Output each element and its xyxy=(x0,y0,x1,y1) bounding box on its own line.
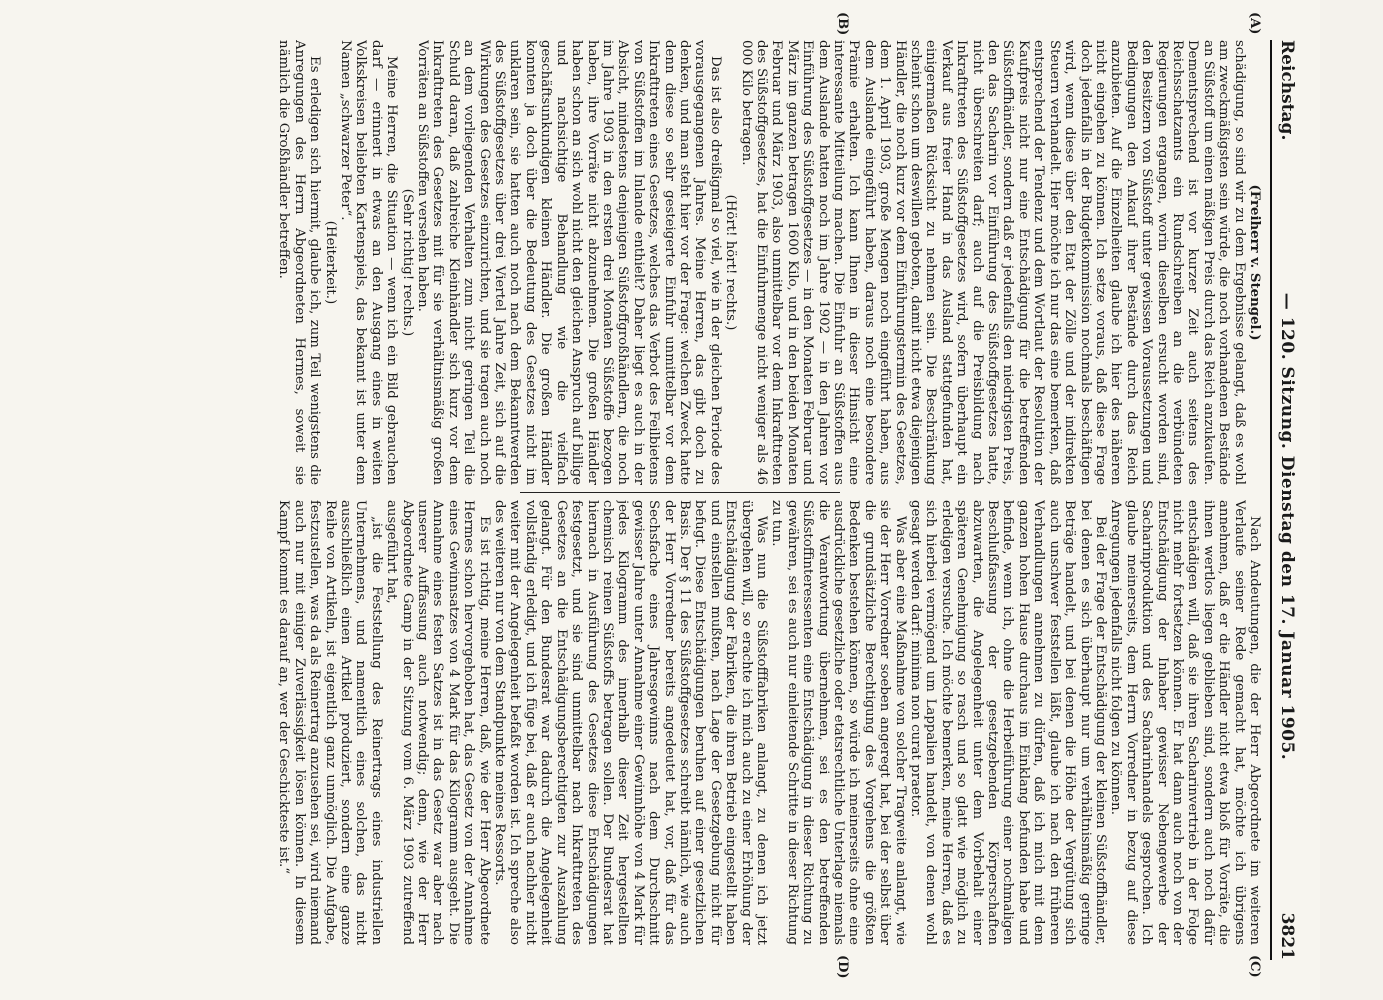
interjection: (Hört! hört! rechts.) xyxy=(723,194,739,331)
header-session: — 120. Sitzung. Dienstag den 17. Januar 1905. xyxy=(1277,292,1297,761)
left-column xyxy=(30,40,1262,485)
quotation: „ist die Feststellung des Reinertrags eines industriellen Unternehmens, und namentlich eines solchen, das nicht ausschließlich einen Artikel produziert, sondern eine ganze Reihe von Artikeln, ist eigentlich ganz unmöglich. Die Aufgabe, festzustellen, was da als Reinertrag anzusehen sei, wird niemand auch nur mit einiger Zuverlässigkeit lösen können. In diesem Kampf kommt es darauf an, wer der Geschickteste ist.“ xyxy=(276,500,384,945)
paragraph: Was aber eine Maßnahme von solcher Tragweite anlangt, wie sie der Herr Vorredner soeben angeregt hat, bei der selbst über die grundsätzliche Berechtigung des Vorgehens die größten Bedenken bestehen können, so würde ich meinerseits ohne eine ausdrückliche gesetzliche oder etatsrechtliche Unterlage niemals die Verantwortung übernehmen, sei es den betreffenden Süßstoffinteressenten eine Entschädigung in dieser Richtung zu gewähren, sei es auch nur einleitende Schritte in dieser Richtung zu tun. xyxy=(769,500,908,945)
paragraph: Das ist also dreißigmal so viel, wie in der gleichen Periode des vorausgegangenen Jahres. Meine Herren, das gibt doch zu denken, und man steht hier vor der Frage: welchen Zweck hatte denn diese so sehr gesteigerte Einfuhr unmittelbar vor dem Inkrafttreten eines Gesetzes, welches das Verbot des Feilbietens von Süßstoffen im Inlande enthielt? Daher liegt es auch in der Absicht, mindestens denjenigen Süßstoffgroßhändlern, die noch im Jahre 1903 in den ersten drei Monaten Süßstoffe bezogen haben, ihre Vorräte nicht abzunehmen. Die großen Händler haben schon an sich wohl nicht den gleichen Anspruch auf billige und nachsichtige Behandlung wie die vielfach geschäftsunkundigen kleinen Händler. Die großen Händler konnten ja doch über die Bedeutung des Gesetzes nicht im unklaren sein, sie hatten auch noch nach dem Bekanntwerden des Süßstoffgesetzes über drei Viertel Jahre Zeit, sich auf die Wirkungen des Gesetzes einzurichten, und sie tragen auch noch an dem vorliegenden Verhalten zum nicht geringen Teil die Schuld daran, daß zahlreiche Kleinhändler sich kurz vor dem Inkrafttreten des Gesetzes mit für sie verhältnismäßig großen Vorräten an Süßstoffen versehen haben. xyxy=(415,40,723,485)
marker-d: (D) xyxy=(835,955,850,979)
marker-b: (B) xyxy=(835,12,850,36)
marker-a: (A) xyxy=(1247,12,1262,35)
interjection: (Sehr richtig! rechts.) xyxy=(399,188,415,337)
page-number: 3821 xyxy=(1277,912,1297,960)
right-column xyxy=(30,500,1262,945)
marker-c: (C) xyxy=(1247,955,1262,978)
paragraph: schädigung, so sind wir zu dem Ergebnisse gelangt, daß es wohl am zweckmäßigsten sein würde, die noch vorhandenen Bestände an Süßstoff um einen mäßigen Preis durch das Reich anzukaufen. Dementsprechend ist vor kurzer Zeit auch seitens des Reichsschatzamts ein Rundschreiben an die verbündeten Regierungen ergangen, worin dieselben ersucht worden sind, den Besitzern von Süßstoff unter gewissen Voraussetzungen und Bedingungen den Ankauf ihrer Bestände durch das Reich anzubieten. Auf die Einzelheiten glaube ich hier des näheren nicht eingehen zu können. Ich setze voraus, daß diese Frage doch jedenfalls in der Budgetkommission nochmals beschäftigen wird, wenn diese über den Etat der Zölle und der indirekten Steuern verhandelt. Hier möchte ich nur das eine bemerken, daß entsprechend der Tendenz und dem Wortlaut der Resolution der Kaufpreis nicht nur eine Entschädigung für die betreffenden Süßstoffhändler, sondern daß er jedenfalls den niedrigsten Preis, den das Sacharin vor Einführung des Süßstoffgesetzes hatte, nicht überschreiten darf; auch auf die Preisbildung nach Inkrafttreten des Süßstoffgesetzes wird, sofern überhaupt ein Verkauf aus freier Hand in das Ausland stattgefunden hat, einigermaßen Rücksicht zu nehmen sein. Die Beschränkung scheint schon um deswillen geboten, damit nicht etwa diejenigen Händler, die noch kurz vor dem Einführungstermin des Gesetzes, dem 1. April 1903, große Mengen noch eingeführt haben, aus dem Auslande eingeführt haben, daraus noch eine besondere Prämie erhalten. Ich kann Ihnen in dieser Hinsicht eine interessante Mitteilung machen. Die Einfuhr an Süßstoffen aus dem Auslande hatten noch im Jahre 1902 — in den Jahren vor Einführung des Süßstoffgesetzes — in den Monaten Februar und März im ganzen betragen 1600 Kilo, und in den beiden Monaten Februar und März 1903, also unmittelbar vor dem Inkrafttreten des Süßstoffgesetzes, hat die Einfuhrmenge nicht weniger als 46 000 Kilo betragen. xyxy=(738,40,1247,485)
paragraph: Was nun die Süßstofffabriken anlangt, zu denen ich jetzt übergehen will, so erachte ich mich auch zu einer Erhöhung der Entschädigung der Fabriken, die ihren Betrieb eingestellt haben und einstellen mußten, nach Lage der Gesetzgebung nicht für befugt. Diese Entschädigungen beruhen auf einer gesetzlichen Basis. Der § 11 des Süßstoffgesetzes schreibt nämlich, wie auch der Herr Vorredner bereits angedeutet hat, vor, daß für das Sechsfache eines Jahresgewinns nach dem Durchschnitt gewisser Jahre unter Annahme einer Gewinnhöhe von 4 Mark für jedes Kilogramm des innerhalb dieser Zeit hergestellten chemisch reinen Süßstoffs betragen sollen. Der Bundesrat hat hiernach in Ausführung des Gesetzes diese Entschädigungen festgesetzt, und sie sind unmittelbar nach Inkrafttreten des Gesetzes an die Entschädigungsberechtigten zur Auszahlung gelangt. Für den Bundesrat war dadurch die Angelegenheit vollständig erledigt, und ich füge bei, daß er auch nachher nicht weiter mit der Angelegenheit befaßt worden ist. Ich spreche also des weiteren nur von dem Standpunkte meines Ressorts. xyxy=(492,500,769,945)
paragraph: Es ist richtig, meine Herren, daß, wie der Herr Abgeordnete Hermes schon hervorgehoben hat, das Gesetz von der Annahme eines Gewinnsatzes von 4 Mark für das Kilogramm ausgeht. Die Annahme eines festen Satzes ist in das Gesetz war aber nach unserer Auffassung auch notwendig; denn, wie der Herr Abgeordnete Gamp in der Sitzung vom 6. März 1903 zutreffend ausgeführt hat, xyxy=(384,500,492,945)
paragraph: Meine Herren, die Situation — wenn ich ein Bild gebrauchen darf — erinnert in etwas an den Ausgang eines in weiten Volkskreisen beliebten Kartenspiels, das bekannt ist unter dem Namen „schwarzer Peter“. xyxy=(338,40,400,485)
page-header xyxy=(1270,40,1302,960)
header-title: Reichstag. xyxy=(1277,40,1297,141)
paragraph: Nach Andeutungen, die der Herr Abgeordnete im weiteren Verlaufe seiner Rede gemacht hat, möchte ich übrigens annehmen, daß er die Händler nicht etwa bloß für Vorräte, die ihnen wertlos liegen geblieben sind, sondern auch noch dafür entschädigen will, daß sie ihren Sacharinvertrieb in der Folge nicht mehr fortsetzen können. Er hat dann auch noch von der Entschädigung der Inhaber gewisser Nebengewerbe der Sacharinproduktion und des Sacharinhandels gesprochen. Ich glaube meinerseits, dem Herrn Vorredner in bezug auf diese Anregungen jedenfalls nicht folgen zu können. xyxy=(1108,500,1262,945)
interjection: (Heiterkeit.) xyxy=(322,220,338,305)
paragraph: Bei der Frage der Entschädigung der kleinen Süßstoffhändler, bei denen es sich überhaupt nur um verhältnismäßig geringe Beträge handelt, und bei denen die Höhe der Vergütung sich auch unschwer feststellen läßt, glaube ich nach den früheren Verhandlungen annehmen zu dürfen, daß ich mich mit dem ganzen hohen Hause durchaus im Einklang befunden habe und befinde, wenn ich, ohne die Herbeiführung einer nochmaligen Beschlußfassung der gesetzgebenden Körperschaften abzuwarten, die Angelegenheit unter dem Vorbehalt einer späteren Genehmigung so rasch und so glatt wie möglich zu erledigen versuche. Ich möchte bemerken, meine Herren, daß es sich hierbei vermögend um Lappalien handelt, von denen wohl gesagt werden darf: minima non curat praetor. xyxy=(908,500,1108,945)
speaker-name: (Freiherr v. Stengel.) xyxy=(1247,184,1262,341)
column-divider xyxy=(520,492,840,493)
paragraph: Es erledigen sich hiermit, glaube ich, zum Teil wenigstens die Anregungen des Herrn Abgeordneten Hermes, soweit sie nämlich die Großhändler betreffen. xyxy=(276,40,323,485)
